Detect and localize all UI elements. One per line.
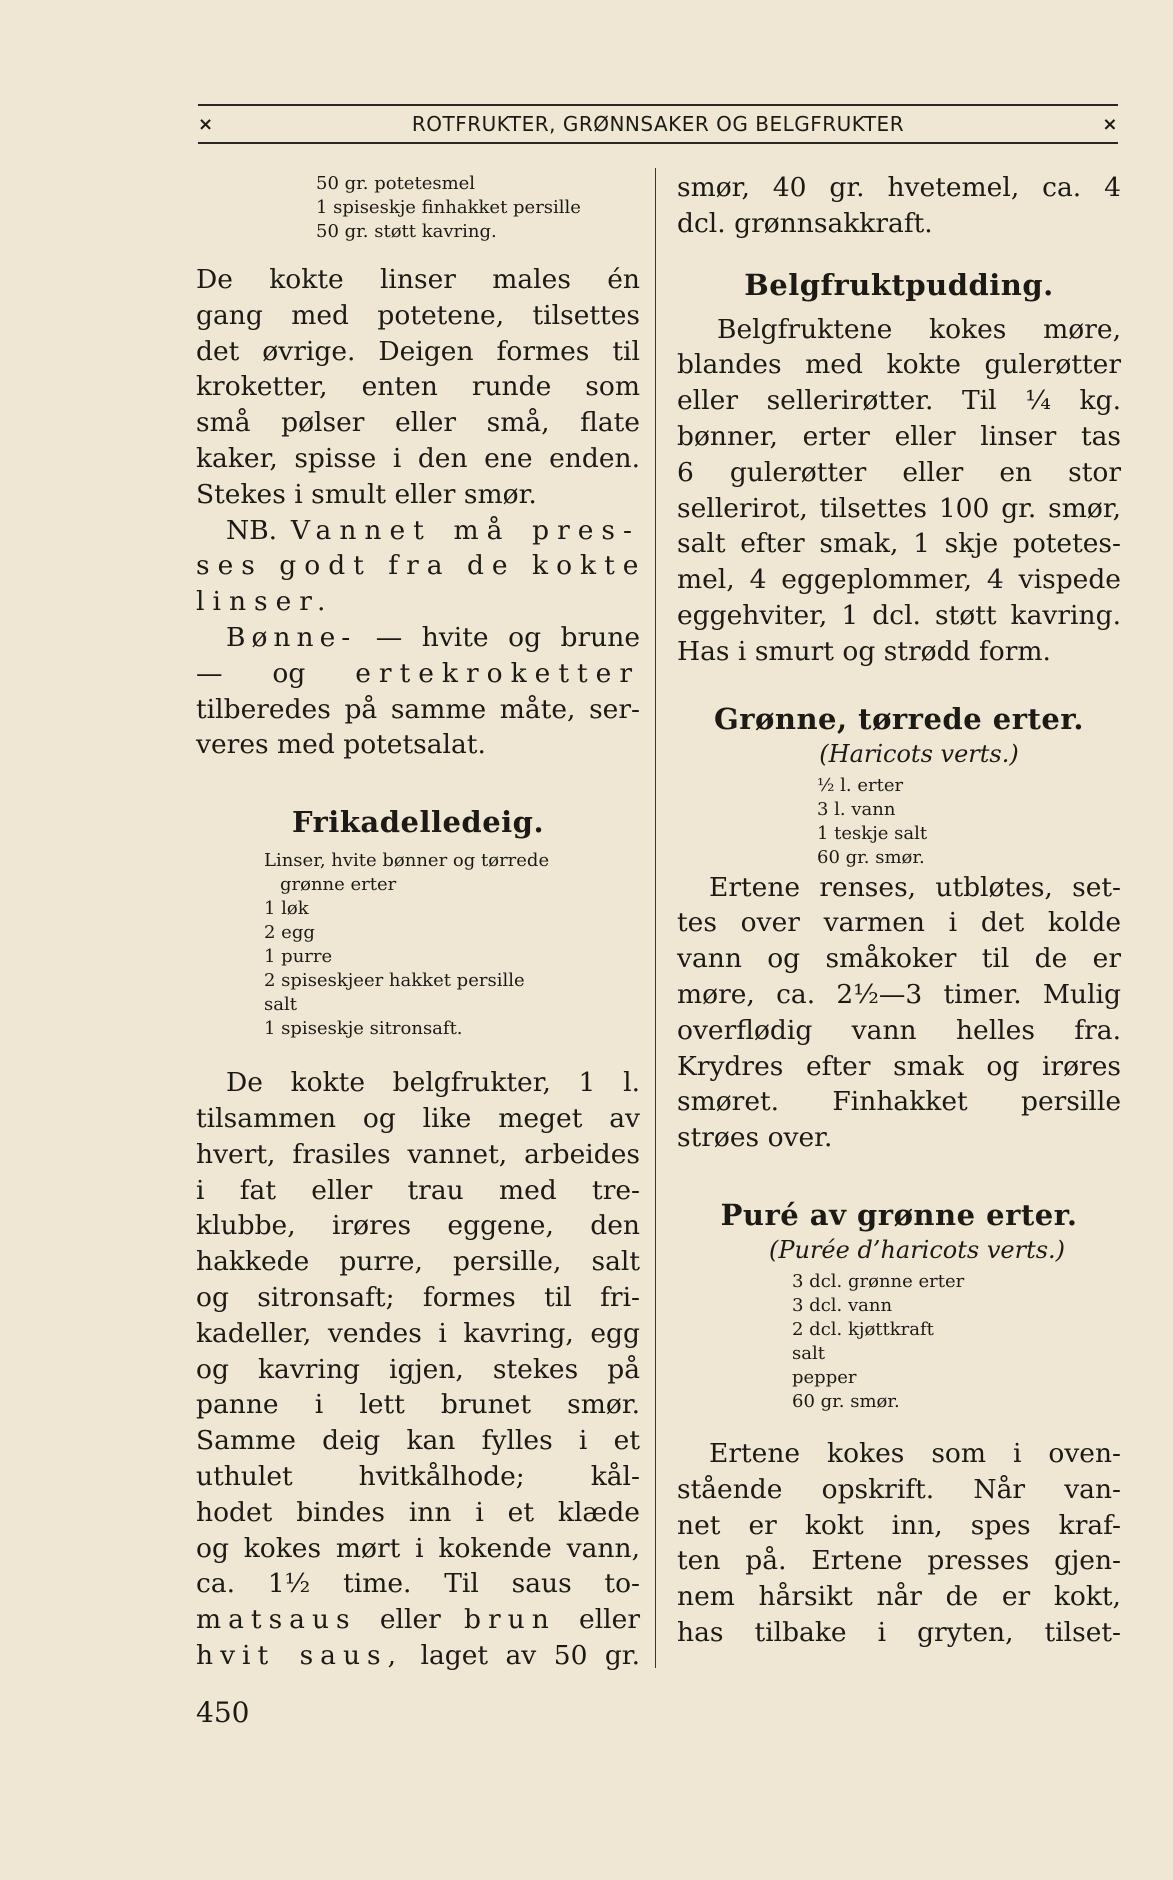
ingredient: 3 l. vann [817, 798, 896, 820]
text-line: blandes med kokte gulerøtter [677, 349, 1121, 381]
text-line: strøes over. [677, 1122, 833, 1154]
ingredient: ½ l. erter [817, 774, 904, 796]
text-line: små pølser eller små, flate [196, 407, 640, 439]
text-line: sellerirot, tilsettes 100 gr. smør, [677, 492, 1121, 524]
recipe-title: Frikadelledeig. [291, 805, 545, 840]
ingredient: grønne erter [280, 874, 397, 896]
ingredient: 1 teskje salt [817, 822, 928, 844]
text-line: kroketter, enten runde som [196, 371, 640, 403]
paragraph [677, 1436, 1121, 1651]
paragraph [196, 620, 640, 763]
ingredient: 1 spiseskje finhakket persille [316, 197, 581, 218]
paragraph [196, 1065, 640, 1674]
ingredient-list [817, 774, 1121, 870]
ingredient: salt [792, 1342, 825, 1364]
spaced-text: matsaus [196, 1604, 357, 1636]
spaced-text: brun [464, 1604, 556, 1636]
text-line: kaker, spisse i den ene enden. [196, 442, 640, 474]
text-line: 6 gulerøtter eller en stor [677, 456, 1121, 488]
text-line [196, 656, 640, 692]
nb-note [196, 513, 647, 620]
text-line: stående opskrift. Når van- [677, 1473, 1121, 1505]
text-line: smør, 40 gr. hvetemel, ca. 4 [677, 172, 1121, 203]
text-line: De kokte belgfrukter, 1 l. [226, 1067, 640, 1099]
page-number: 450 [196, 1696, 250, 1729]
header-mark-left: × [198, 113, 214, 135]
spaced-text: Vannet må pres- [290, 514, 640, 546]
ingredient: 1 purre [264, 946, 333, 968]
text-line: Ertene kokes som i oven- [709, 1437, 1121, 1469]
text-line: mel, 4 eggeplommer, 4 vispede [677, 564, 1121, 596]
text-line: gang med potetene, tilsettes [196, 299, 640, 331]
text-line: bønner, erter eller linser tas [677, 420, 1121, 452]
ingredient: 2 dcl. kjøttkraft [792, 1318, 934, 1340]
column-divider [655, 168, 656, 1668]
ingredient: Linser, hvite bønner og tørrede [264, 850, 550, 872]
text-line: hodet bindes inn i et klæde [196, 1496, 640, 1528]
spaced-text: ertekroketter [355, 657, 640, 689]
recipe-title: Puré av grønne erter. [720, 1197, 1078, 1232]
left-column [196, 170, 647, 1674]
text-line: panne i lett brunet smør. [196, 1389, 640, 1421]
text-line-rest: — hvite og brune [375, 621, 640, 653]
text-line: hvert, frasiles vannet, arbeides [196, 1138, 640, 1170]
nb-label: NB. [226, 514, 278, 546]
text-line [196, 620, 640, 656]
paragraph [677, 170, 1121, 242]
ingredient: 1 løk [264, 898, 309, 920]
text-line: det øvrige. Deigen formes til [196, 335, 640, 367]
recipe-title: Belgfruktpudding. [744, 267, 1054, 302]
text-line: veres med potetsalat. [196, 729, 486, 761]
recipe-subtitle: (Purée d’haricots verts.) [768, 1235, 1066, 1264]
text-line: og kokes mørt i kokende vann, [196, 1532, 640, 1564]
text-line [196, 1638, 640, 1674]
text-line: ten på. Ertene presses gjen- [677, 1545, 1121, 1577]
ingredient: 1 spiseskje sitronsaft. [264, 1018, 463, 1040]
text-line: møre, ca. 2½—3 timer. Mulig [677, 978, 1121, 1010]
text-line: og kavring igjen, stekes på [196, 1353, 640, 1385]
ingredient: 2 spiseskjeer hakket persille [264, 970, 525, 992]
text-fragment: laget av 50 gr. [420, 1639, 640, 1671]
text-line: overflødig vann helles fra. [677, 1014, 1121, 1046]
text-line: linser. [196, 586, 334, 618]
text-line: Krydres efter smak og irøres [677, 1050, 1121, 1082]
ingredient: 50 gr. støtt kavring. [316, 221, 497, 242]
ingredient: salt [264, 994, 297, 1016]
text-line [196, 1602, 640, 1638]
recipe-subtitle: (Haricots verts.) [819, 739, 1019, 768]
ingredient-list [264, 849, 640, 1041]
text-line: Stekes i smult eller smør. [196, 478, 537, 510]
paragraph [677, 312, 1121, 670]
text-line: De kokte linser males én [196, 264, 640, 295]
text-line: has tilbake i gryten, tilset- [677, 1616, 1121, 1648]
text-line: ca. 1½ time. Til saus to- [196, 1568, 640, 1600]
text-line: salt efter smak, 1 skje potetes- [677, 528, 1121, 560]
text-line: ses godt fra de kokte [196, 550, 647, 582]
text-line: smøret. Finhakket persille [677, 1086, 1121, 1118]
right-column [677, 170, 1121, 1651]
ingredient: pepper [792, 1366, 857, 1388]
text-line: Has i smurt og strødd form. [677, 635, 1051, 667]
text-line: eggehviter, 1 dcl. støtt kavring. [677, 599, 1121, 631]
text-line: Samme deig kan fylles i et [196, 1425, 640, 1457]
text-fragment: — og [196, 657, 306, 689]
text-line: Ertene renses, utbløtes, set- [709, 871, 1121, 903]
ingredient-list [792, 1270, 1121, 1414]
text-line: net er kokt inn, spes kraf- [677, 1509, 1121, 1541]
text-line: kadeller, vendes i kavring, egg [196, 1317, 640, 1349]
text-fragment: eller [379, 1604, 441, 1636]
text-line: tilsammen og like meget av [196, 1102, 640, 1134]
ingredient: 50 gr. potetesmel [316, 173, 476, 194]
paragraph [196, 262, 640, 513]
text-fragment: eller [579, 1604, 640, 1636]
text-line: i fat eller trau med tre- [196, 1174, 640, 1206]
header-mark-right: × [1102, 113, 1118, 135]
text-line: tes over varmen i det kolde [677, 907, 1121, 939]
text-line: klubbe, irøres eggene, den [196, 1210, 640, 1242]
ingredient: 60 gr. smør. [817, 846, 925, 868]
recipe-title: Grønne, tørrede erter. [713, 701, 1085, 736]
paragraph [677, 870, 1121, 1156]
text-line: tilberedes på samme måte, ser- [196, 693, 640, 725]
text-line: vann og småkoker til de er [677, 943, 1121, 975]
text-line: eller sellerirøtter. Til ¼ kg. [677, 385, 1121, 417]
text-line: uthulet hvitkålhode; kål- [196, 1460, 640, 1492]
ingredient: 2 egg [264, 922, 315, 944]
text-line: Belgfruktene kokes møre, [717, 313, 1121, 345]
ingredient-list [316, 172, 640, 244]
spaced-text: hvit saus, [196, 1639, 404, 1671]
header-title: ROTFRUKTER, GRØNNSAKER OG BELGFRUKTER [411, 112, 905, 136]
text-line: nem hårsikt når de er kokt, [677, 1581, 1121, 1613]
text-line: og sitronsaft; formes til fri- [196, 1281, 640, 1313]
text-line [196, 513, 640, 549]
running-header [198, 104, 1118, 144]
text-line: hakkede purre, persille, salt [196, 1246, 640, 1278]
ingredient: 3 dcl. grønne erter [792, 1270, 965, 1292]
ingredient: 60 gr. smør. [792, 1390, 900, 1412]
spaced-text: Bønne- [226, 621, 357, 653]
ingredient: 3 dcl. vann [792, 1294, 893, 1316]
text-line: dcl. grønnsakkraft. [677, 207, 933, 239]
